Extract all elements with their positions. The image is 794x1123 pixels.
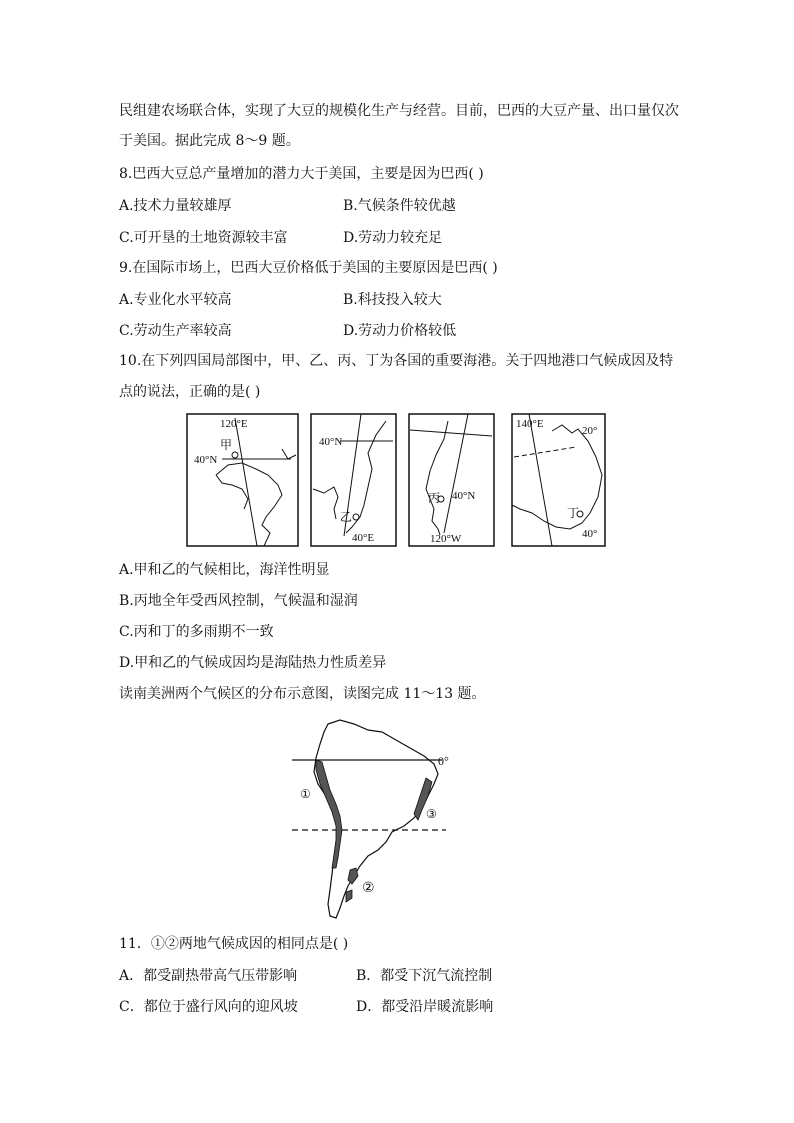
question-8-option-a: A.技术力量较雄厚 bbox=[119, 198, 232, 214]
map-2-lat-label: 40°N bbox=[319, 436, 343, 448]
question-11-option-b: B．都受下沉气流控制 bbox=[356, 968, 493, 984]
map-1-port-label: 甲 bbox=[220, 438, 233, 452]
map-4-lat-label-2: 40° bbox=[582, 528, 598, 540]
region-2-patch-1 bbox=[348, 868, 358, 884]
map-2-port-label: 乙 bbox=[340, 510, 353, 524]
map-3-parallel bbox=[410, 430, 492, 436]
map-3-lon-label: 120°W bbox=[430, 533, 462, 545]
map-1-coastline bbox=[216, 449, 296, 546]
south-america-intro: 读南美洲两个气候区的分布示意图，读图完成 11～13 题。 bbox=[119, 686, 486, 702]
map-4-meridian bbox=[529, 414, 552, 546]
region-2-patch-2 bbox=[346, 890, 352, 902]
map-1-lat-label: 40°N bbox=[194, 454, 218, 466]
map-3-coastline bbox=[426, 421, 448, 535]
map-3-lat-label: 40°N bbox=[452, 490, 476, 502]
map-4-tropic-line bbox=[514, 447, 576, 457]
question-8-option-d: D.劳动力较充足 bbox=[343, 230, 443, 246]
map-3-frame bbox=[409, 414, 494, 546]
question-9-stem: 9.在国际市场上，巴西大豆价格低于美国的主要原因是巴西( ) bbox=[119, 260, 498, 276]
question-10-stem-line-1: 10.在下列四国局部图中，甲、乙、丙、丁为各国的重要海港。关于四地港口气候成因及特 bbox=[119, 353, 674, 369]
map-2-lon-label: 40°E bbox=[352, 532, 375, 544]
question-10-stem-line-2: 点的说法，正确的是( ) bbox=[119, 384, 261, 400]
region-2-label: ② bbox=[362, 881, 375, 896]
map-2-port-marker bbox=[353, 514, 359, 520]
question-10-option-a: A.甲和乙的气候相比，海洋性明显 bbox=[119, 562, 330, 578]
question-10-option-d: D.甲和乙的气候成因均是海陆热力性质差异 bbox=[119, 655, 387, 671]
question-10-option-c: C.丙和丁的多雨期不一致 bbox=[119, 624, 274, 640]
map-4-coastline bbox=[512, 425, 602, 529]
map-3-port-label: 丙 bbox=[428, 491, 441, 505]
question-9-option-b: B.科技投入较大 bbox=[343, 292, 442, 308]
region-1-strip bbox=[316, 760, 342, 868]
question-9-option-a: A.专业化水平较高 bbox=[119, 292, 232, 308]
map-1-port-marker bbox=[232, 452, 238, 458]
question-8-option-b: B.气候条件较优越 bbox=[343, 198, 456, 214]
question-9-option-c: C.劳动生产率较高 bbox=[119, 323, 232, 339]
region-1-label: ① bbox=[300, 787, 311, 801]
map-1-meridian bbox=[235, 418, 257, 546]
question-8-option-c: C.可开垦的土地资源较丰富 bbox=[119, 230, 288, 246]
question-8-stem: 8.巴西大豆总产量增加的潜力大于美国，主要是因为巴西( ) bbox=[119, 166, 484, 182]
question-10-option-b: B.丙地全年受西风控制，气候温和湿润 bbox=[119, 593, 358, 609]
map-2-frame bbox=[311, 414, 396, 546]
question-11-option-c: C．都位于盛行风向的迎风坡 bbox=[119, 999, 298, 1015]
equator-label: 0° bbox=[438, 754, 449, 768]
region-3-label: ③ bbox=[426, 807, 437, 821]
map-3-meridian bbox=[444, 414, 468, 533]
question-11-option-d: D．都受沿岸暖流影响 bbox=[356, 999, 494, 1015]
south-america-map bbox=[290, 718, 460, 923]
question-9-option-d: D.劳动力价格较低 bbox=[343, 323, 457, 339]
question-11-option-a: A．都受副热带高气压带影响 bbox=[119, 968, 298, 984]
south-america-outline bbox=[314, 720, 438, 918]
map-4-port-label: 丁 bbox=[567, 506, 580, 520]
intro-line-1: 民组建农场联合体，实现了大豆的规模化生产与经营。目前，巴西的大豆产量、出口量仅次 bbox=[119, 103, 679, 119]
map-1-frame bbox=[187, 414, 298, 546]
question-11-stem: 11．①②两地气候成因的相同点是( ) bbox=[119, 936, 349, 952]
map-4-lat-label-1: 20° bbox=[582, 425, 598, 437]
map-1-lon-label: 120°E bbox=[220, 418, 248, 430]
question-10-maps bbox=[186, 413, 606, 549]
intro-line-2: 于美国。据此完成 8～9 题。 bbox=[119, 133, 300, 149]
map-4-lon-label: 140°E bbox=[516, 418, 544, 430]
